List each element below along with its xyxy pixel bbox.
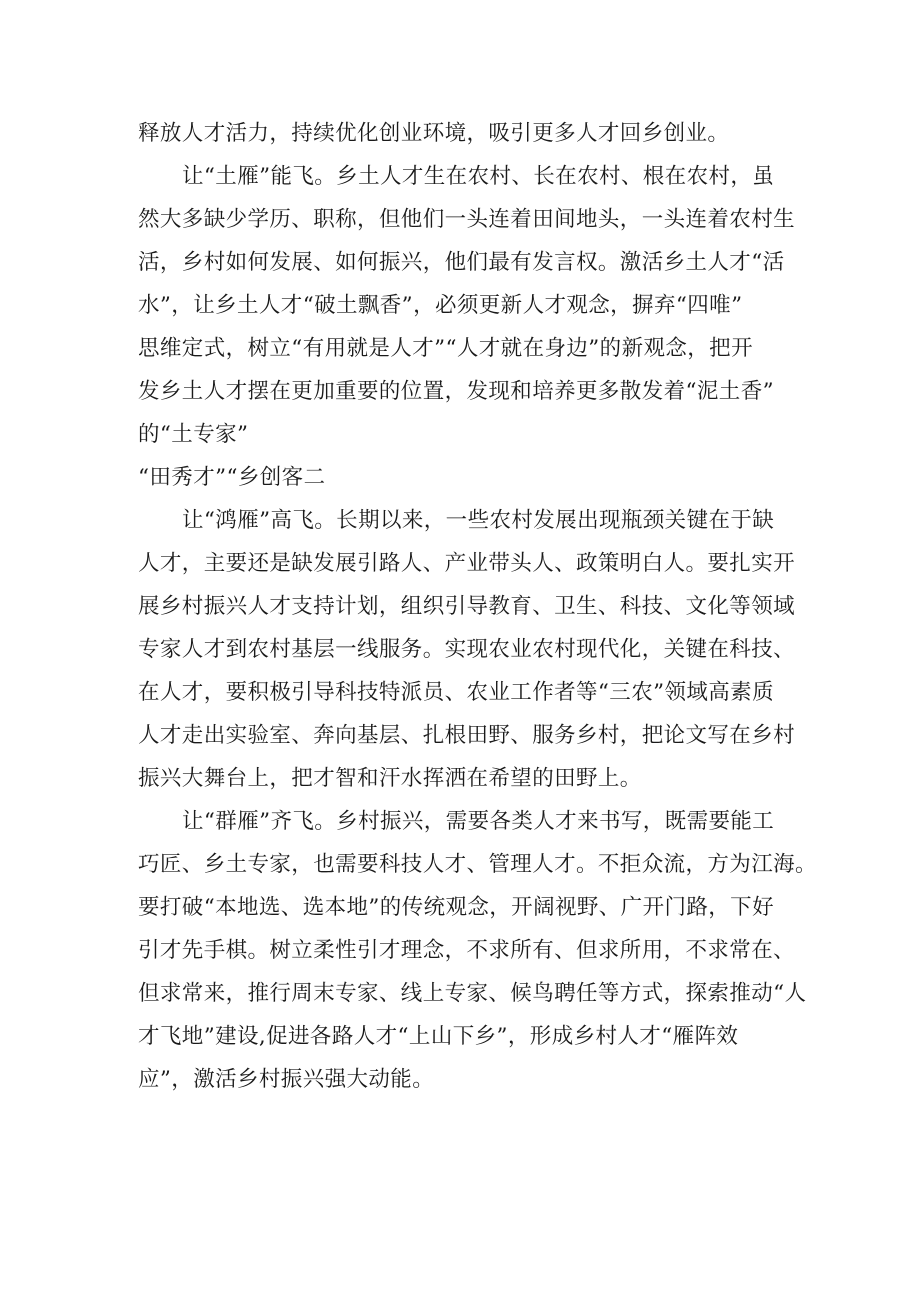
paragraph-tu-yan-line: 活，乡村如何发展、如何振兴，他们最有发言权。激活乡土人才“活 [138, 250, 785, 275]
paragraph-tu-yan-line: 让“土雁”能飞。乡土人才生在农村、长在农村、根在农村，虽 [182, 164, 775, 189]
paragraph-tu-yan-line: 思维定式，树立“有用就是人才”“人才就在身边”的新观念，把开 [138, 336, 753, 361]
paragraph-qun-yan-line: 要打破“本地选、选本地”的传统观念，开阔视野、广开门路，下好 [138, 895, 774, 920]
paragraph-tu-yan-line: 的“土专家” [138, 422, 249, 447]
paragraph-hong-yan-line: 在人才，要积极引导科技特派员、农业工作者等“三农”领域高素质 [138, 680, 774, 705]
paragraph-hong-yan-line: 展乡村振兴人才支持计划，组织引导教育、卫生、科技、文化等领域 [138, 594, 796, 619]
paragraph-qun-yan-line: 让“群雁”齐飞。乡村振兴，需要各类人才来书写，既需要能工 [182, 809, 775, 834]
paragraph-qun-yan-line: 才飞地”建设,促进各路人才“上山下乡”，形成乡村人才“雁阵效 [138, 1024, 739, 1049]
paragraph-qun-yan-line: 但求常来，推行周末专家、线上专家、候鸟聘任等方式，探索推动“人 [138, 981, 807, 1006]
paragraph-qun-yan-line: 巧匠、乡土专家，也需要科技人才、管理人才。不拒众流，方为江海。 [138, 852, 817, 877]
paragraph-qun-yan-line: 应”，激活乡村振兴强大动能。 [138, 1067, 435, 1092]
paragraph-tu-yan-line: 发乡土人才摆在更加重要的位置，发现和培养更多散发着“泥土香” [138, 379, 774, 404]
document-body [138, 112, 817, 1101]
paragraph-qun-yan-line: 引才先手棋。树立柔性引才理念，不求所有、但求所用，不求常在、 [138, 938, 796, 963]
paragraph-hong-yan-line: 人才，主要还是缺发展引路人、产业带头人、政策明白人。要扎实开 [138, 551, 796, 576]
paragraph-tu-yan-line: “田秀才”“乡创客二 [138, 465, 326, 490]
paragraph-tu-yan-line: 水”，让乡土人才“破土飘香”，必须更新人才观念，摒弃“四唯” [138, 293, 743, 318]
paragraph-tu-yan-line: 然大多缺少学历、职称，但他们一头连着田间地头，一头连着农村生 [138, 207, 796, 232]
paragraph-hong-yan-line: 专家人才到农村基层一线服务。实现农业农村现代化，关键在科技、 [138, 637, 796, 662]
paragraph-hong-yan-line: 让“鸿雁”高飞。长期以来，一些农村发展出现瓶颈关键在于缺 [182, 508, 775, 533]
paragraph-continuation-line: 释放人才活力，持续优化创业环境，吸引更多人才回乡创业。 [138, 121, 730, 146]
paragraph-hong-yan-line: 振兴大舞台上，把才智和汗水挥洒在希望的田野上。 [138, 766, 642, 791]
paragraph-hong-yan-line: 人才走出实验室、奔向基层、扎根田野、服务乡村，把论文写在乡村 [138, 723, 796, 748]
